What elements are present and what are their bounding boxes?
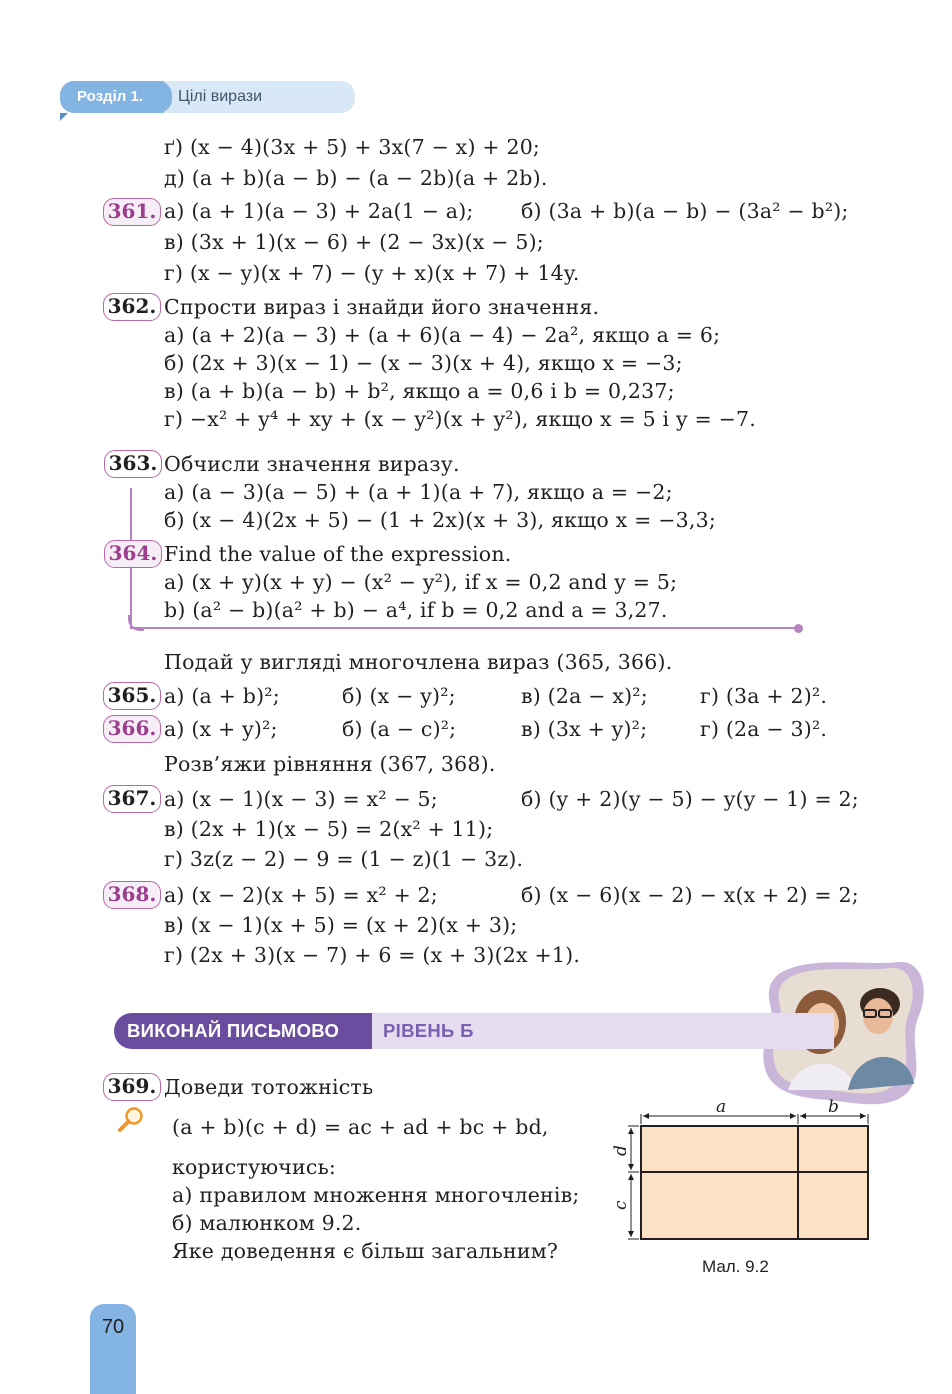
- task-line: г) (x − y)(x + 7) − (y + x)(x + 7) + 14y.: [164, 261, 580, 285]
- figure-caption: Мал. 9.2: [702, 1257, 769, 1276]
- task-line: а) (a − 3)(a − 5) + (a + 1)(a + 7), якщо a = −2;: [164, 480, 673, 504]
- task-line: б) (x − y)²;: [342, 684, 456, 708]
- banner-label: ВИКОНАЙ ПИСЬМОВО: [114, 1013, 372, 1049]
- task-line: б) (3a + b)(a − b) − (3a² − b²);: [521, 199, 849, 223]
- task-line: г) (2x + 3)(x − 7) + 6 = (x + 3)(2x +1).: [164, 943, 581, 967]
- task-heading: Find the value of the expression.: [164, 542, 512, 566]
- task-line: b) (a² − b)(a² + b) − a⁴, if b = 0,2 and a = 3,27.: [164, 598, 668, 622]
- task-line: а) (x − 2)(x + 5) = x² + 2;: [164, 883, 438, 907]
- task-line: г) −x² + y⁴ + xy + (x − y²)(x + y²), якщо x = 5 і y = −7.: [164, 407, 756, 431]
- exercise-number: 367.: [103, 785, 161, 813]
- exercise-number: 363.: [104, 450, 162, 478]
- exercise-number: 361.: [103, 198, 161, 226]
- task-line: а) (a + 1)(a − 3) + 2a(1 − a);: [164, 199, 474, 223]
- exercise-number: 365.: [103, 682, 161, 710]
- task-line: в) (2x + 1)(x − 5) = 2(x² + 11);: [164, 817, 494, 841]
- task-line: в) (3x + y)²;: [521, 717, 648, 741]
- task-line: г) (3a + 2)².: [700, 684, 828, 708]
- exercise-number: 364.: [104, 540, 162, 568]
- banner-level: РІВЕНЬ Б: [383, 1020, 474, 1041]
- task-line: б) (2x + 3)(x − 1) − (x − 3)(x + 4), якщо x = −3;: [164, 351, 683, 375]
- task-line: Яке доведення є більш загальним?: [172, 1239, 559, 1263]
- figure-label-b: b: [828, 1097, 839, 1117]
- task-line: а) (x + y)²;: [164, 717, 278, 741]
- task-line: ґ) (x − 4)(3x + 5) + 3x(7 − x) + 20;: [164, 135, 541, 159]
- task-heading: Спрости вираз і знайди його значення.: [164, 295, 600, 319]
- task-line: а) (x − 1)(x − 3) = x² − 5;: [164, 787, 438, 811]
- task-line: користуючись:: [172, 1155, 337, 1179]
- task-line: а) правилом множення многочленів;: [172, 1183, 580, 1207]
- figure-label-d: d: [611, 1145, 631, 1156]
- task-line: в) (a + b)(a − b) + b², якщо a = 0,6 і b = 0,237;: [164, 379, 675, 403]
- task-line: в) (3x + 1)(x − 6) + (2 − 3x)(x − 5);: [164, 230, 544, 254]
- page-number: 70: [101, 1316, 125, 1338]
- exercise-number: 368.: [103, 881, 161, 909]
- task-line: в) (x − 1)(x + 5) = (x + 2)(x + 3);: [164, 913, 518, 937]
- task-line: б) (y + 2)(y − 5) − y(y − 1) = 2;: [521, 787, 859, 811]
- task-line: г) 3z(z − 2) − 9 = (1 − z)(1 − 3z).: [164, 847, 524, 871]
- figure-label-a: a: [716, 1097, 727, 1117]
- task-line: б) (x − 4)(2x + 5) − (1 + 2x)(x + 3), якщо x = −3,3;: [164, 508, 716, 532]
- section-banner: [114, 1013, 834, 1049]
- magnifier-icon: [117, 1106, 145, 1134]
- task-line: б) (x − 6)(x − 2) − x(x + 2) = 2;: [521, 883, 859, 907]
- exercise-number: 362.: [103, 293, 161, 321]
- task-line: а) (a + b)²;: [164, 684, 280, 708]
- task-line: д) (a + b)(a − b) − (a − 2b)(a + 2b).: [164, 166, 548, 190]
- task-line: б) малюнком 9.2.: [172, 1211, 362, 1235]
- section-label: Розділ 1.: [60, 81, 172, 113]
- task-line: г) (2a − 3)².: [700, 717, 828, 741]
- task-line: а) (a + 2)(a − 3) + (a + 6)(a − 4) − 2a², якщо a = 6;: [164, 323, 721, 347]
- exercise-number: 369.: [103, 1073, 161, 1101]
- instruction-line: Розв’яжи рівняння (367, 368).: [164, 752, 496, 776]
- task-heading: Обчисли значення виразу.: [164, 452, 460, 476]
- section-title: Цілі вирази: [164, 81, 355, 113]
- task-line: в) (2a − x)²;: [521, 684, 648, 708]
- group-bracket-dot: [794, 624, 803, 633]
- instruction-line: Подай у вигляді многочлена вираз (365, 366).: [164, 650, 673, 674]
- task-line: б) (a − c)²;: [342, 717, 457, 741]
- exercise-number: 366.: [103, 715, 161, 743]
- group-bracket-bottom: [130, 627, 800, 629]
- identity-line: (a + b)(c + d) = ac + ad + bc + bd,: [172, 1115, 549, 1139]
- task-heading: Доведи тотожність: [164, 1075, 374, 1099]
- task-line: a) (x + y)(x + y) − (x² − y²), if x = 0,2 and y = 5;: [164, 570, 678, 594]
- figure-rectangle-diagram: [606, 1094, 876, 1254]
- figure-label-c: c: [611, 1200, 631, 1210]
